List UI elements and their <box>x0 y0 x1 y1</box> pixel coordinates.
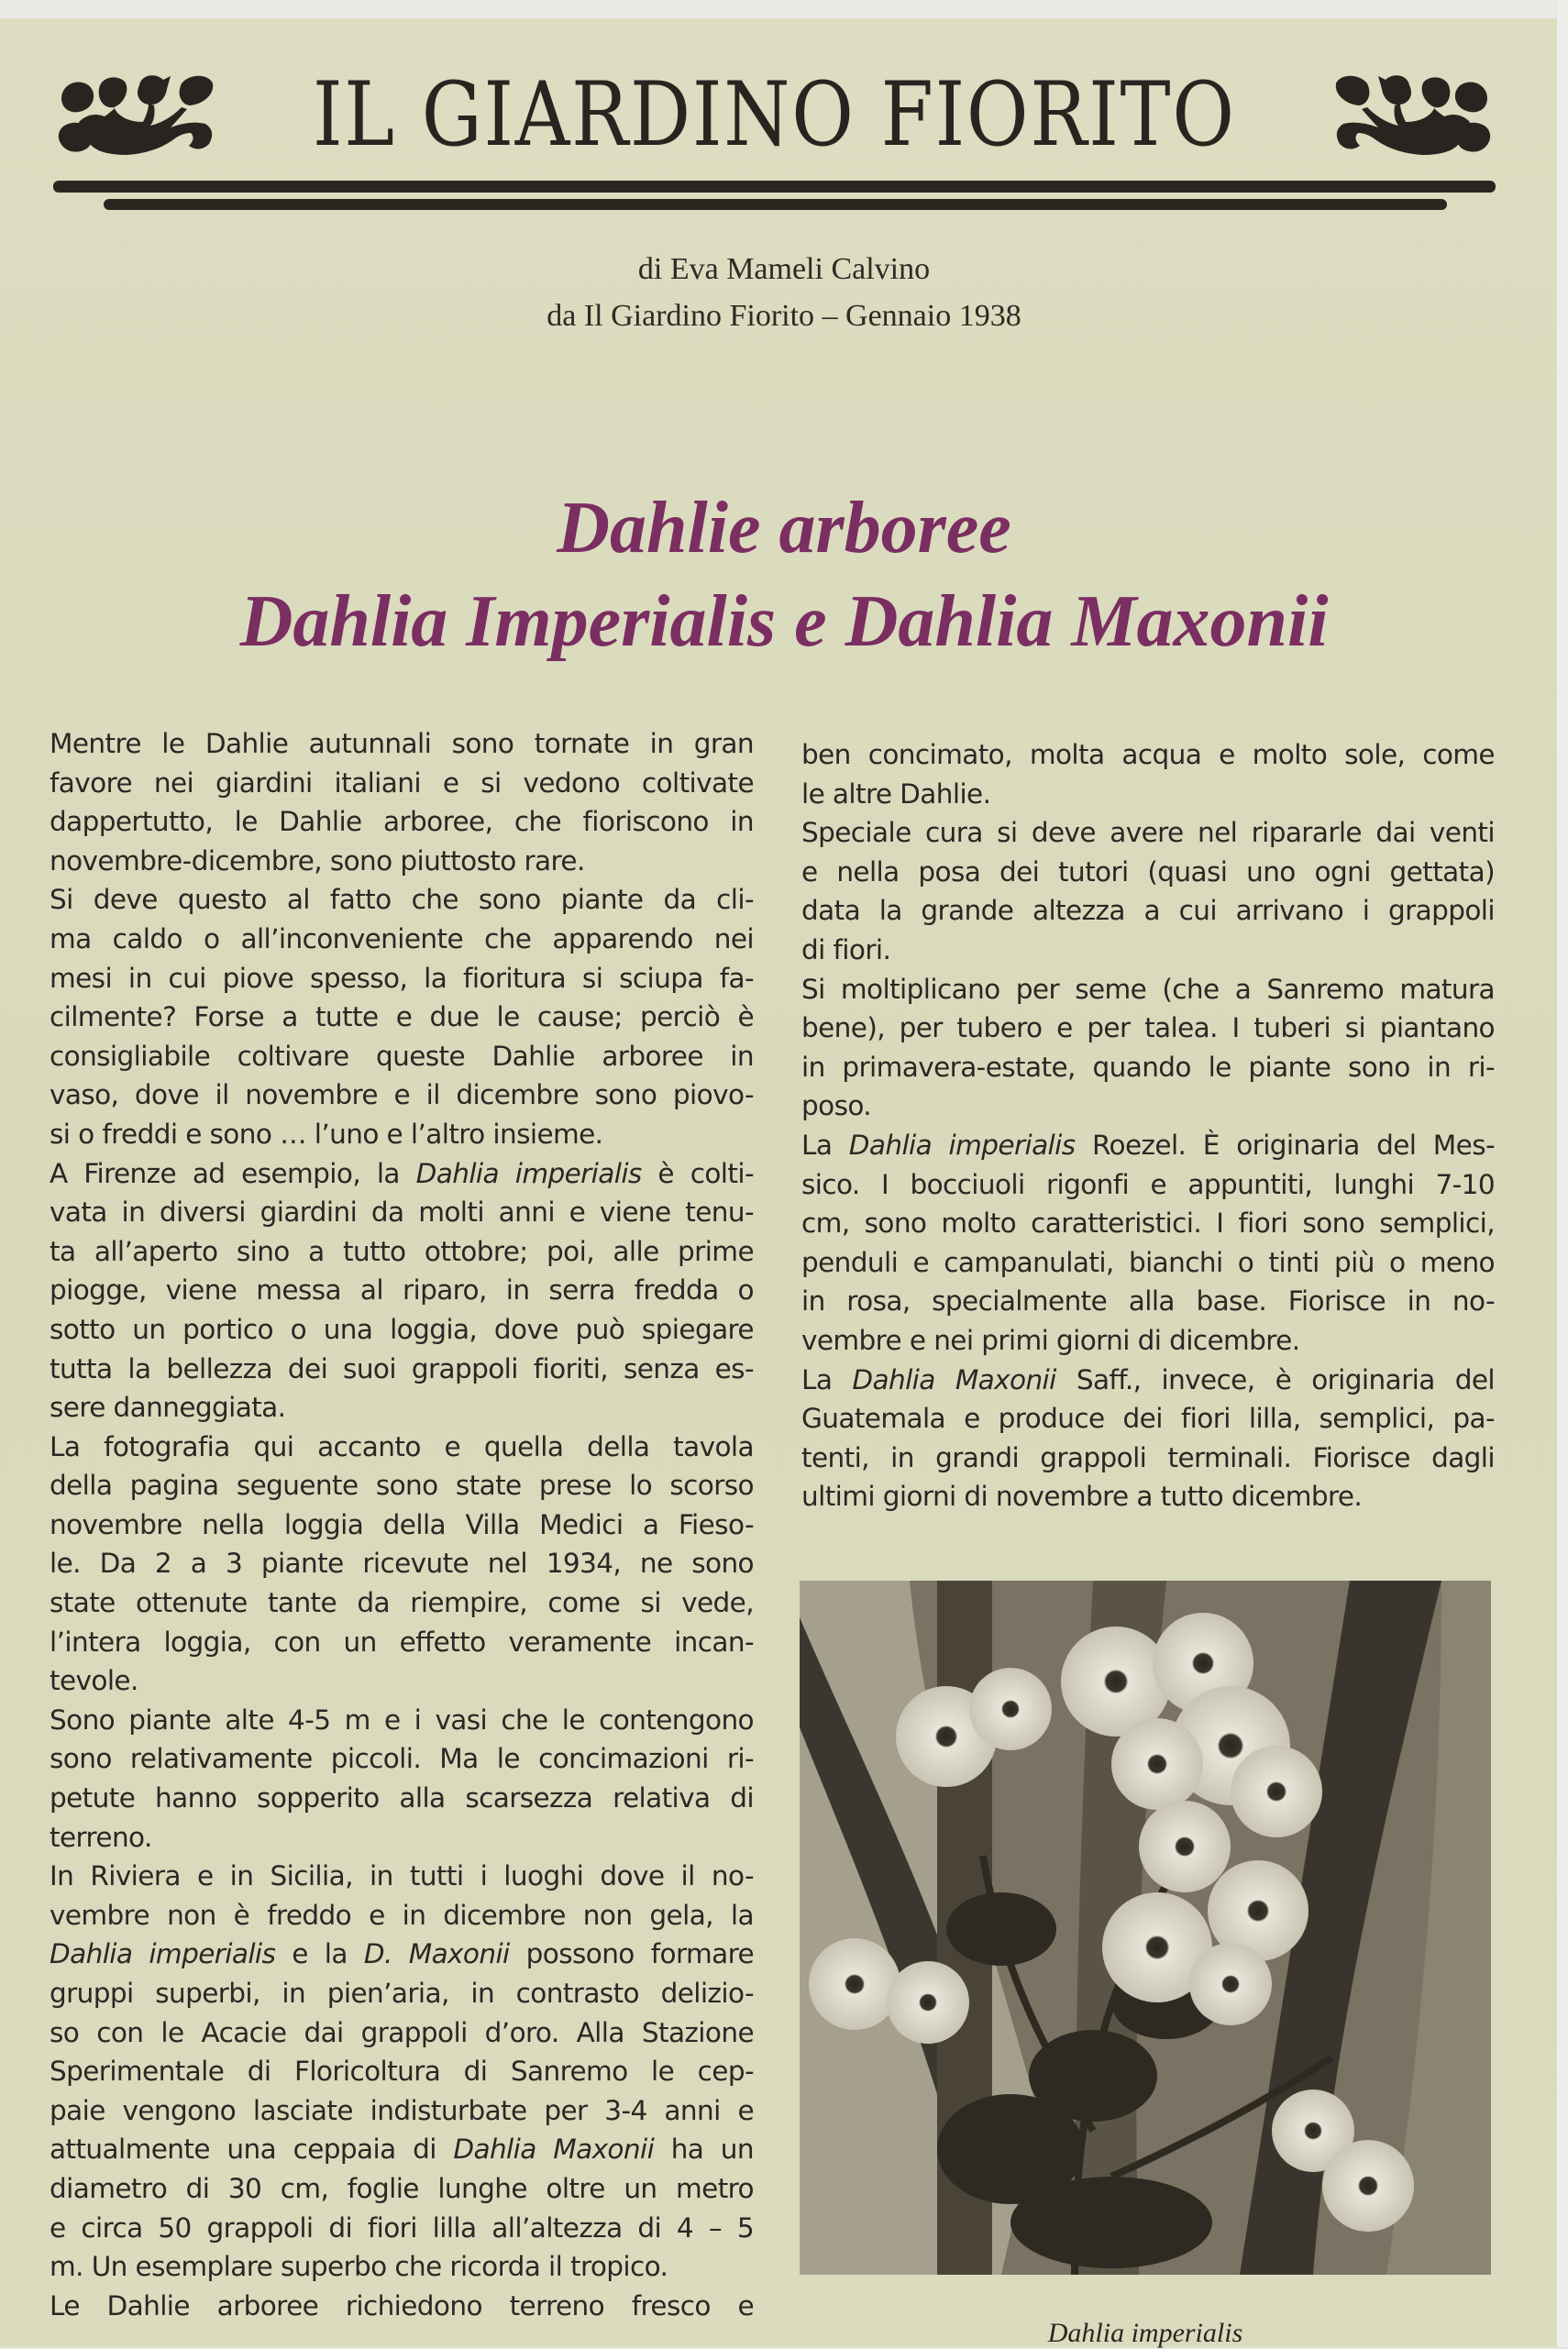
text-run: ta all’aperto sino a tutto ottobre; poi, alle prime <box>50 1235 754 1267</box>
text-line <box>50 1310 754 1350</box>
text-run: novembre nella loggia della Villa Medici a Fieso- <box>50 1508 754 1540</box>
italic-species-name: Dahlia Maxonii <box>453 2134 655 2166</box>
italic-species-name: D. Maxonii <box>363 1938 510 1970</box>
text-line <box>50 2013 754 2053</box>
text-line <box>50 2169 754 2209</box>
text-line <box>50 1037 754 1076</box>
text-line <box>50 920 754 959</box>
text-run: petute hanno sopperito alla scarsezza relativa di <box>50 1782 754 1814</box>
text-line <box>801 1126 1495 1165</box>
text-line <box>801 931 1495 970</box>
text-run: tevole. <box>50 1665 138 1697</box>
text-line <box>50 1075 754 1115</box>
text-run: In Riviera e in Sicilia, in tutti i luoghi dove il no- <box>50 1860 754 1892</box>
text-run: La <box>801 1363 853 1395</box>
scan-margin-right <box>1557 0 1568 2347</box>
text-run: Le Dahlie arboree richiedono terreno fresco e <box>50 2289 754 2321</box>
text-run: ben concimato, molta acqua e molto sole, come <box>801 739 1495 770</box>
article-headline: Dahlie arboree <box>557 488 1011 569</box>
text-line <box>50 1896 754 1935</box>
text-run: Sono piante alte 4-5 m e i vasi che le contengono <box>50 1704 754 1736</box>
text-line <box>50 1154 754 1194</box>
italic-species-name: Dahlia Maxonii <box>852 1363 1056 1395</box>
article-subheadline: Dahlia Imperialis e Dahlia Maxonii <box>239 581 1329 663</box>
dahlia-photo <box>800 1581 1491 2275</box>
text-line <box>50 2209 754 2248</box>
text-run: in primavera-estate, quando le piante sono in ri- <box>801 1051 1495 1083</box>
text-line <box>801 775 1495 814</box>
text-line <box>50 998 754 1037</box>
text-line <box>50 2130 754 2169</box>
text-line <box>801 1399 1495 1439</box>
article-column-left <box>50 724 754 2325</box>
text-line <box>801 891 1495 931</box>
text-run: della pagina seguente sono state prese lo scorso <box>50 1470 754 1502</box>
text-line <box>50 2247 754 2287</box>
text-run: ultimi giorni di novembre a tutto dicembre. <box>801 1481 1363 1513</box>
text-line <box>801 1361 1495 1400</box>
text-run: Roezel. È originaria del Mes- <box>1075 1129 1496 1161</box>
text-run: tenti, in grandi grappoli terminali. Fiorisce dagli <box>801 1441 1495 1473</box>
text-line <box>50 1818 754 1858</box>
text-line <box>801 1048 1495 1087</box>
text-line <box>50 1193 754 1232</box>
text-run: Guatemala e produce dei fiori lilla, semplici, pa- <box>801 1403 1495 1435</box>
text-run: m. Un esemplare superbo che ricorda il tropico. <box>50 2251 668 2283</box>
text-run: le altre Dahlie. <box>801 777 991 810</box>
floral-ornament-icon <box>1331 67 1496 163</box>
masthead <box>53 60 1496 170</box>
article-column-right <box>801 735 1495 1516</box>
photo-caption: Dahlia imperialis <box>1047 2318 1243 2348</box>
text-run: Speciale cura si deve avere nel ripararle dai venti <box>801 817 1495 849</box>
text-line <box>50 1428 754 1467</box>
text-line <box>50 1466 754 1505</box>
text-run: Si moltiplicano per seme (che a Sanremo matura <box>801 973 1495 1005</box>
text-line <box>801 1204 1495 1243</box>
text-run: possono formare <box>509 1938 754 1970</box>
masthead-rule-upper <box>53 181 1496 193</box>
text-run: state ottenute tante da riempire, come si vede, <box>50 1587 754 1619</box>
text-run: cm, sono molto caratteristici. I fiori sono semplici, <box>801 1208 1495 1240</box>
text-line <box>50 2287 754 2326</box>
text-run: data la grande altezza a cui arrivano i grappoli <box>801 895 1495 927</box>
text-run: favore nei giardini italiani e si vedono coltivate <box>50 766 754 799</box>
text-run: piogge, viene messa al riparo, in serra fredda o <box>50 1274 754 1307</box>
text-run: dappertutto, le Dahlie arboree, che fioriscono in <box>50 806 754 838</box>
text-line <box>801 1165 1495 1205</box>
text-run: si o freddi e sono … l’uno e l’altro insieme. <box>50 1118 603 1150</box>
text-run: La <box>801 1129 849 1161</box>
text-line <box>50 842 754 881</box>
text-run: è colti- <box>641 1157 754 1189</box>
text-line <box>50 1739 754 1779</box>
text-line <box>50 1544 754 1583</box>
text-run: La fotografia qui accanto e quella della tavola <box>50 1430 754 1462</box>
text-run: attualmente una ceppaia di <box>50 2134 454 2166</box>
text-line <box>50 1271 754 1310</box>
text-run: tutta la bellezza dei suoi grappoli fioriti, senza es- <box>50 1352 754 1384</box>
text-run: A Firenze ad esempio, la <box>50 1157 416 1189</box>
text-run: bene), per tubero e per talea. I tuberi si piantano <box>801 1012 1495 1044</box>
text-line <box>801 853 1495 892</box>
text-line <box>50 764 754 803</box>
text-line <box>50 1623 754 1662</box>
text-line <box>50 1505 754 1545</box>
italic-species-name: Dahlia imperialis <box>415 1157 642 1189</box>
text-run: mesi in cui piove spesso, la fioritura si sciupa fa- <box>50 962 754 994</box>
text-line <box>801 1439 1495 1478</box>
text-run: Mentre le Dahlie autunnali sono tornate in gran <box>50 728 754 759</box>
text-line <box>50 1232 754 1272</box>
text-run: terreno. <box>50 1821 152 1853</box>
text-line <box>50 802 754 842</box>
text-line <box>50 1583 754 1623</box>
text-run: in rosa, specialmente alla base. Fiorisce in no- <box>801 1285 1495 1318</box>
text-line <box>801 1243 1495 1283</box>
masthead-rule-lower <box>104 199 1447 210</box>
text-line <box>50 1661 754 1701</box>
text-line <box>50 1779 754 1818</box>
text-run: l’intera loggia, con un effetto veramente incan- <box>50 1626 754 1658</box>
text-run: vembre e nei primi giorni di dicembre. <box>801 1324 1300 1356</box>
text-run: Sperimentale di Floricoltura di Sanremo le cep- <box>50 2056 754 2088</box>
text-run: vembre non è freddo e in dicembre non gela, la <box>50 1899 754 1931</box>
text-run: sico. I bocciuoli rigonfi e appuntiti, lunghi 7-10 <box>801 1168 1495 1200</box>
text-run: sono relativamente piccoli. Ma le concimazioni ri- <box>50 1743 754 1775</box>
text-line <box>50 724 754 764</box>
text-line <box>801 970 1495 1009</box>
byline-source: da Il Giardino Fiorito – Gennaio 1938 <box>547 299 1021 333</box>
byline-author: di Eva Mameli Calvino <box>637 252 931 286</box>
text-line <box>801 1477 1495 1516</box>
text-run: vata in diversi giardini da molti anni e viene tenu- <box>50 1197 754 1229</box>
scan-margin-top <box>0 0 1568 18</box>
text-run: paie vengono lasciate indisturbate per 3-4 anni e <box>50 2094 754 2126</box>
text-line <box>801 735 1495 775</box>
masthead-title: IL GIARDINO FIORITO <box>313 63 1236 166</box>
text-run: Saff., invece, è originaria del <box>1055 1363 1496 1395</box>
text-run: sotto un portico o una loggia, dove può spiegare <box>50 1313 754 1345</box>
text-run: so con le Acacie dai grappoli d’oro. Alla Stazione <box>50 2016 754 2048</box>
text-run: e circa 50 grappoli di fiori lilla all’altezza di 4 – 5 <box>50 2211 754 2244</box>
text-line <box>50 2091 754 2131</box>
photo-image <box>800 1581 1491 2275</box>
text-line <box>50 959 754 998</box>
text-line <box>50 1115 754 1154</box>
floral-ornament-icon <box>53 67 218 163</box>
text-line <box>801 1282 1495 1321</box>
text-line <box>50 2052 754 2091</box>
text-run: consigliabile coltivare queste Dahlie arboree in <box>50 1040 754 1072</box>
text-run: gruppi superbi, in pien’aria, in contrasto delizio- <box>50 1978 754 2009</box>
text-run: poso. <box>801 1090 872 1122</box>
text-run: le. Da 2 a 3 piante ricevute nel 1934, ne sono <box>50 1548 754 1580</box>
text-run: ma caldo o all’inconveniente che apparendo nei <box>50 922 754 954</box>
text-run: vaso, dove il novembre e il dicembre sono piovo- <box>50 1079 754 1111</box>
text-line <box>50 1857 754 1896</box>
italic-species-name: Dahlia imperialis <box>50 1938 276 1970</box>
italic-species-name: Dahlia imperialis <box>848 1129 1076 1161</box>
text-line <box>50 1935 754 1974</box>
text-run: penduli e campanulati, bianchi o tinti più o meno <box>801 1246 1495 1278</box>
text-run: e la <box>275 1938 364 1970</box>
text-run: Si deve questo al fatto che sono piante da cli- <box>50 884 754 916</box>
text-line <box>50 1388 754 1428</box>
text-line <box>50 1701 754 1740</box>
text-line <box>50 1350 754 1389</box>
text-run: ha un <box>654 2134 754 2166</box>
text-line <box>801 1009 1495 1048</box>
text-run: di fiori. <box>801 933 891 965</box>
text-run: diametro di 30 cm, foglie lunghe oltre un metro <box>50 2172 754 2204</box>
text-line <box>801 1086 1495 1126</box>
text-run: novembre-dicembre, sono piuttosto rare. <box>50 844 585 877</box>
text-line <box>801 1321 1495 1361</box>
text-line <box>50 1974 754 2013</box>
text-run: cilmente? Forse a tutte e due le cause; perciò è <box>50 1001 754 1033</box>
text-run: sere danneggiata. <box>50 1392 286 1424</box>
text-run: e nella posa dei tutori (quasi uno ogni gettata) <box>801 855 1495 888</box>
text-line <box>801 813 1495 853</box>
text-line <box>50 880 754 920</box>
